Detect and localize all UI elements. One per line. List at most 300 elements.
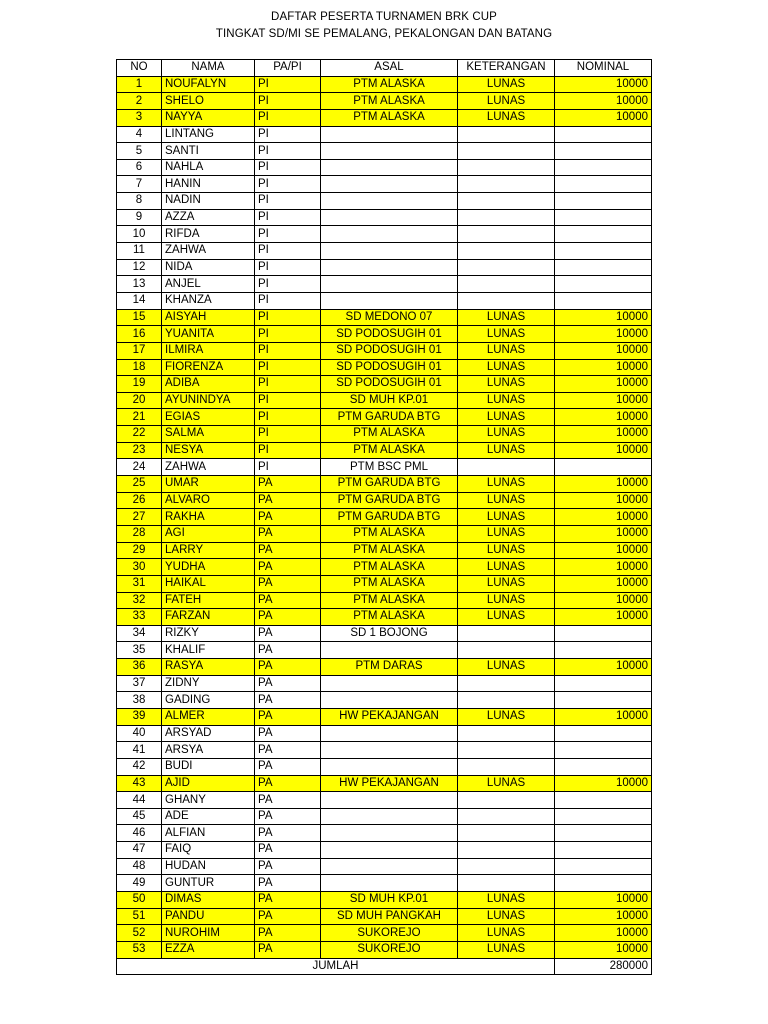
cell-keterangan[interactable] [458,126,555,143]
cell-no[interactable]: 52 [117,925,162,942]
cell-nama[interactable]: ZIDNY [162,675,255,692]
cell-asal[interactable]: PTM ALASKA [321,109,458,126]
cell-no[interactable]: 2 [117,93,162,110]
cell-papi[interactable]: PI [255,209,321,226]
cell-nominal[interactable] [555,143,652,160]
cell-no[interactable]: 18 [117,359,162,376]
cell-no[interactable]: 5 [117,143,162,160]
cell-nama[interactable]: LARRY [162,542,255,559]
cell-asal[interactable]: SUKOREJO [321,925,458,942]
cell-keterangan[interactable] [458,176,555,193]
cell-papi[interactable]: PI [255,342,321,359]
cell-nama[interactable]: FARZAN [162,609,255,626]
cell-nama[interactable]: KHALIF [162,642,255,659]
cell-nama[interactable]: ANJEL [162,276,255,293]
cell-no[interactable]: 19 [117,376,162,393]
cell-no[interactable]: 37 [117,675,162,692]
cell-asal[interactable]: PTM ALASKA [321,93,458,110]
cell-asal[interactable]: PTM GARUDA BTG [321,409,458,426]
cell-papi[interactable]: PA [255,875,321,892]
cell-nominal[interactable]: 10000 [555,409,652,426]
cell-no[interactable]: 33 [117,609,162,626]
cell-nama[interactable]: GADING [162,692,255,709]
cell-asal[interactable] [321,209,458,226]
cell-no[interactable]: 13 [117,276,162,293]
cell-no[interactable]: 20 [117,392,162,409]
cell-nominal[interactable]: 10000 [555,93,652,110]
cell-nominal[interactable] [555,459,652,476]
cell-keterangan[interactable] [458,276,555,293]
cell-nominal[interactable]: 10000 [555,426,652,443]
cell-papi[interactable]: PA [255,708,321,725]
cell-keterangan[interactable]: LUNAS [458,376,555,393]
cell-keterangan[interactable]: LUNAS [458,309,555,326]
header-asal[interactable]: ASAL [321,60,458,77]
cell-nama[interactable]: AJID [162,775,255,792]
cell-nominal[interactable]: 10000 [555,359,652,376]
cell-keterangan[interactable]: LUNAS [458,476,555,493]
cell-asal[interactable]: PTM ALASKA [321,575,458,592]
cell-nominal[interactable] [555,259,652,276]
cell-keterangan[interactable]: LUNAS [458,908,555,925]
cell-keterangan[interactable]: LUNAS [458,109,555,126]
cell-papi[interactable]: PA [255,692,321,709]
cell-asal[interactable]: PTM ALASKA [321,426,458,443]
cell-nominal[interactable]: 10000 [555,775,652,792]
cell-keterangan[interactable] [458,842,555,859]
cell-nominal[interactable] [555,808,652,825]
cell-nominal[interactable] [555,792,652,809]
cell-no[interactable]: 51 [117,908,162,925]
cell-no[interactable]: 17 [117,342,162,359]
cell-nominal[interactable]: 10000 [555,476,652,493]
cell-papi[interactable]: PI [255,309,321,326]
cell-no[interactable]: 25 [117,476,162,493]
cell-nominal[interactable]: 10000 [555,592,652,609]
cell-keterangan[interactable] [458,625,555,642]
cell-nama[interactable]: ILMIRA [162,342,255,359]
cell-nominal[interactable]: 10000 [555,908,652,925]
cell-nominal[interactable] [555,875,652,892]
cell-asal[interactable] [321,276,458,293]
cell-keterangan[interactable]: LUNAS [458,609,555,626]
cell-nominal[interactable] [555,758,652,775]
cell-no[interactable]: 22 [117,426,162,443]
cell-nominal[interactable] [555,642,652,659]
cell-nominal[interactable] [555,276,652,293]
cell-no[interactable]: 40 [117,725,162,742]
cell-no[interactable]: 7 [117,176,162,193]
cell-papi[interactable]: PI [255,159,321,176]
cell-nama[interactable]: NUROHIM [162,925,255,942]
cell-nama[interactable]: DIMAS [162,892,255,909]
header-nama[interactable]: NAMA [162,60,255,77]
cell-papi[interactable]: PA [255,842,321,859]
cell-no[interactable]: 11 [117,243,162,260]
cell-asal[interactable]: SD PODOSUGIH 01 [321,342,458,359]
cell-nama[interactable]: LINTANG [162,126,255,143]
cell-keterangan[interactable] [458,808,555,825]
cell-asal[interactable]: PTM DARAS [321,659,458,676]
cell-nama[interactable]: HUDAN [162,858,255,875]
cell-nama[interactable]: ADIBA [162,376,255,393]
cell-nominal[interactable] [555,625,652,642]
cell-nama[interactable]: ARSYAD [162,725,255,742]
cell-nominal[interactable] [555,725,652,742]
cell-nominal[interactable]: 10000 [555,542,652,559]
cell-keterangan[interactable]: LUNAS [458,76,555,93]
cell-asal[interactable] [321,159,458,176]
cell-no[interactable]: 36 [117,659,162,676]
cell-nominal[interactable] [555,193,652,210]
cell-asal[interactable] [321,858,458,875]
cell-asal[interactable]: PTM ALASKA [321,559,458,576]
cell-papi[interactable]: PI [255,292,321,309]
cell-nama[interactable]: SANTI [162,143,255,160]
cell-nominal[interactable]: 10000 [555,559,652,576]
cell-nama[interactable]: AYUNINDYA [162,392,255,409]
cell-keterangan[interactable] [458,642,555,659]
cell-keterangan[interactable]: LUNAS [458,492,555,509]
cell-papi[interactable]: PA [255,758,321,775]
cell-keterangan[interactable] [458,259,555,276]
cell-papi[interactable]: PI [255,93,321,110]
cell-keterangan[interactable] [458,858,555,875]
cell-keterangan[interactable] [458,875,555,892]
cell-no[interactable]: 34 [117,625,162,642]
cell-asal[interactable]: PTM BSC PML [321,459,458,476]
cell-nominal[interactable]: 10000 [555,309,652,326]
cell-no[interactable]: 35 [117,642,162,659]
cell-asal[interactable] [321,675,458,692]
cell-keterangan[interactable]: LUNAS [458,559,555,576]
cell-nama[interactable]: RAKHA [162,509,255,526]
cell-keterangan[interactable] [458,675,555,692]
cell-nama[interactable]: NESYA [162,442,255,459]
cell-no[interactable]: 10 [117,226,162,243]
cell-nominal[interactable]: 10000 [555,442,652,459]
cell-nominal[interactable]: 10000 [555,392,652,409]
cell-nama[interactable]: NAYYA [162,109,255,126]
cell-no[interactable]: 30 [117,559,162,576]
cell-papi[interactable]: PA [255,609,321,626]
cell-papi[interactable]: PA [255,476,321,493]
cell-nama[interactable]: ARSYA [162,742,255,759]
cell-keterangan[interactable] [458,459,555,476]
cell-keterangan[interactable]: LUNAS [458,941,555,958]
cell-keterangan[interactable]: LUNAS [458,359,555,376]
cell-keterangan[interactable] [458,226,555,243]
header-keterangan[interactable]: KETERANGAN [458,60,555,77]
cell-papi[interactable]: PI [255,109,321,126]
cell-nominal[interactable] [555,842,652,859]
cell-keterangan[interactable] [458,792,555,809]
cell-no[interactable]: 3 [117,109,162,126]
cell-no[interactable]: 43 [117,775,162,792]
cell-papi[interactable]: PA [255,775,321,792]
cell-nama[interactable]: EZZA [162,941,255,958]
cell-no[interactable]: 29 [117,542,162,559]
cell-asal[interactable] [321,143,458,160]
cell-papi[interactable]: PI [255,326,321,343]
cell-papi[interactable]: PA [255,559,321,576]
cell-keterangan[interactable]: LUNAS [458,93,555,110]
cell-asal[interactable]: HW PEKAJANGAN [321,708,458,725]
cell-nominal[interactable]: 10000 [555,342,652,359]
cell-asal[interactable] [321,742,458,759]
cell-no[interactable]: 42 [117,758,162,775]
cell-nama[interactable]: ALFIAN [162,825,255,842]
cell-papi[interactable]: PA [255,941,321,958]
cell-papi[interactable]: PA [255,509,321,526]
cell-no[interactable]: 14 [117,292,162,309]
cell-nominal[interactable] [555,176,652,193]
cell-asal[interactable] [321,126,458,143]
cell-keterangan[interactable]: LUNAS [458,592,555,609]
cell-keterangan[interactable]: LUNAS [458,426,555,443]
cell-nama[interactable]: AGI [162,525,255,542]
cell-nominal[interactable] [555,209,652,226]
cell-no[interactable]: 8 [117,193,162,210]
cell-nominal[interactable] [555,126,652,143]
cell-asal[interactable]: SUKOREJO [321,941,458,958]
cell-papi[interactable]: PA [255,925,321,942]
cell-asal[interactable] [321,875,458,892]
cell-no[interactable]: 47 [117,842,162,859]
cell-no[interactable]: 23 [117,442,162,459]
cell-asal[interactable]: SD 1 BOJONG [321,625,458,642]
cell-asal[interactable]: PTM ALASKA [321,76,458,93]
cell-asal[interactable] [321,825,458,842]
cell-keterangan[interactable] [458,742,555,759]
cell-no[interactable]: 48 [117,858,162,875]
cell-nominal[interactable]: 10000 [555,509,652,526]
cell-papi[interactable]: PA [255,808,321,825]
cell-papi[interactable]: PA [255,908,321,925]
cell-keterangan[interactable]: LUNAS [458,892,555,909]
cell-asal[interactable] [321,758,458,775]
cell-asal[interactable]: SD MEDONO 07 [321,309,458,326]
cell-nama[interactable]: AZZA [162,209,255,226]
cell-nama[interactable]: HAIKAL [162,575,255,592]
cell-nama[interactable]: PANDU [162,908,255,925]
cell-keterangan[interactable]: LUNAS [458,708,555,725]
cell-asal[interactable]: PTM ALASKA [321,609,458,626]
cell-asal[interactable] [321,259,458,276]
cell-nama[interactable]: RIZKY [162,625,255,642]
cell-papi[interactable]: PI [255,193,321,210]
cell-papi[interactable]: PA [255,659,321,676]
cell-nama[interactable]: FAIQ [162,842,255,859]
cell-keterangan[interactable]: LUNAS [458,659,555,676]
cell-papi[interactable]: PI [255,409,321,426]
header-papi[interactable]: PA/PI [255,60,321,77]
cell-nominal[interactable] [555,159,652,176]
cell-nama[interactable]: FATEH [162,592,255,609]
cell-asal[interactable] [321,808,458,825]
cell-no[interactable]: 24 [117,459,162,476]
cell-no[interactable]: 39 [117,708,162,725]
cell-nama[interactable]: SHELO [162,93,255,110]
cell-papi[interactable]: PA [255,525,321,542]
cell-no[interactable]: 15 [117,309,162,326]
cell-nama[interactable]: RASYA [162,659,255,676]
cell-no[interactable]: 31 [117,575,162,592]
cell-nama[interactable]: NOUFALYN [162,76,255,93]
cell-no[interactable]: 44 [117,792,162,809]
cell-keterangan[interactable] [458,292,555,309]
cell-asal[interactable] [321,176,458,193]
cell-no[interactable]: 32 [117,592,162,609]
cell-nominal[interactable] [555,226,652,243]
cell-no[interactable]: 16 [117,326,162,343]
cell-keterangan[interactable]: LUNAS [458,542,555,559]
cell-nominal[interactable]: 10000 [555,492,652,509]
cell-papi[interactable]: PI [255,243,321,260]
cell-papi[interactable]: PA [255,592,321,609]
cell-keterangan[interactable] [458,159,555,176]
cell-nama[interactable]: KHANZA [162,292,255,309]
cell-nama[interactable]: UMAR [162,476,255,493]
cell-nama[interactable]: EGIAS [162,409,255,426]
cell-asal[interactable] [321,243,458,260]
cell-nama[interactable]: YUDHA [162,559,255,576]
cell-nama[interactable]: FIORENZA [162,359,255,376]
cell-papi[interactable]: PI [255,442,321,459]
cell-nominal[interactable]: 10000 [555,326,652,343]
cell-keterangan[interactable]: LUNAS [458,442,555,459]
cell-asal[interactable]: PTM ALASKA [321,542,458,559]
cell-no[interactable]: 50 [117,892,162,909]
cell-keterangan[interactable]: LUNAS [458,925,555,942]
cell-papi[interactable]: PI [255,226,321,243]
cell-asal[interactable] [321,292,458,309]
cell-nama[interactable]: AISYAH [162,309,255,326]
cell-keterangan[interactable]: LUNAS [458,409,555,426]
cell-keterangan[interactable] [458,692,555,709]
cell-asal[interactable]: SD MUH KP.01 [321,392,458,409]
cell-papi[interactable]: PA [255,742,321,759]
cell-papi[interactable]: PA [255,675,321,692]
cell-no[interactable]: 12 [117,259,162,276]
cell-nominal[interactable]: 10000 [555,575,652,592]
cell-no[interactable]: 9 [117,209,162,226]
cell-nama[interactable]: NIDA [162,259,255,276]
cell-asal[interactable]: SD PODOSUGIH 01 [321,326,458,343]
cell-no[interactable]: 6 [117,159,162,176]
cell-keterangan[interactable] [458,193,555,210]
cell-asal[interactable] [321,193,458,210]
cell-keterangan[interactable]: LUNAS [458,509,555,526]
cell-nama[interactable]: HANIN [162,176,255,193]
cell-papi[interactable]: PA [255,825,321,842]
cell-nominal[interactable]: 10000 [555,659,652,676]
cell-no[interactable]: 27 [117,509,162,526]
total-label[interactable]: JUMLAH [117,958,555,975]
cell-nama[interactable]: NADIN [162,193,255,210]
cell-nominal[interactable] [555,858,652,875]
cell-keterangan[interactable]: LUNAS [458,775,555,792]
cell-nama[interactable]: SALMA [162,426,255,443]
cell-papi[interactable]: PA [255,625,321,642]
cell-nama[interactable]: ZAHWA [162,459,255,476]
cell-nominal[interactable] [555,692,652,709]
cell-nominal[interactable]: 10000 [555,76,652,93]
cell-keterangan[interactable] [458,825,555,842]
cell-asal[interactable] [321,692,458,709]
cell-papi[interactable]: PA [255,725,321,742]
cell-papi[interactable]: PI [255,76,321,93]
cell-nominal[interactable]: 10000 [555,376,652,393]
cell-asal[interactable]: PTM ALASKA [321,442,458,459]
header-no[interactable]: NO [117,60,162,77]
cell-asal[interactable]: SD MUH PANGKAH [321,908,458,925]
cell-keterangan[interactable] [458,209,555,226]
cell-keterangan[interactable]: LUNAS [458,342,555,359]
cell-asal[interactable]: SD MUH KP.01 [321,892,458,909]
cell-keterangan[interactable] [458,758,555,775]
cell-asal[interactable] [321,226,458,243]
cell-nama[interactable]: ALVARO [162,492,255,509]
cell-papi[interactable]: PI [255,259,321,276]
cell-nominal[interactable] [555,742,652,759]
cell-asal[interactable]: PTM GARUDA BTG [321,492,458,509]
cell-papi[interactable]: PA [255,575,321,592]
cell-papi[interactable]: PI [255,459,321,476]
cell-no[interactable]: 53 [117,941,162,958]
cell-asal[interactable] [321,842,458,859]
cell-keterangan[interactable] [458,243,555,260]
cell-no[interactable]: 4 [117,126,162,143]
cell-no[interactable]: 45 [117,808,162,825]
cell-nominal[interactable]: 10000 [555,941,652,958]
cell-papi[interactable]: PI [255,392,321,409]
cell-nama[interactable]: GUNTUR [162,875,255,892]
cell-nominal[interactable]: 10000 [555,708,652,725]
cell-nominal[interactable] [555,292,652,309]
cell-papi[interactable]: PI [255,426,321,443]
cell-nama[interactable]: GHANY [162,792,255,809]
cell-nominal[interactable]: 10000 [555,109,652,126]
cell-keterangan[interactable]: LUNAS [458,392,555,409]
cell-keterangan[interactable] [458,143,555,160]
cell-keterangan[interactable] [458,725,555,742]
cell-papi[interactable]: PI [255,143,321,160]
cell-nama[interactable]: RIFDA [162,226,255,243]
cell-papi[interactable]: PA [255,858,321,875]
cell-papi[interactable]: PI [255,276,321,293]
cell-no[interactable]: 38 [117,692,162,709]
cell-nominal[interactable] [555,243,652,260]
cell-asal[interactable]: SD PODOSUGIH 01 [321,359,458,376]
cell-nama[interactable]: BUDI [162,758,255,775]
cell-papi[interactable]: PI [255,176,321,193]
cell-papi[interactable]: PI [255,376,321,393]
cell-no[interactable]: 41 [117,742,162,759]
cell-papi[interactable]: PI [255,359,321,376]
cell-asal[interactable] [321,642,458,659]
total-value[interactable]: 280000 [555,958,652,975]
cell-asal[interactable]: PTM GARUDA BTG [321,476,458,493]
cell-papi[interactable]: PA [255,492,321,509]
cell-papi[interactable]: PA [255,642,321,659]
cell-papi[interactable]: PI [255,126,321,143]
cell-nominal[interactable]: 10000 [555,525,652,542]
cell-papi[interactable]: PA [255,542,321,559]
cell-keterangan[interactable]: LUNAS [458,326,555,343]
cell-no[interactable]: 46 [117,825,162,842]
cell-nominal[interactable] [555,825,652,842]
